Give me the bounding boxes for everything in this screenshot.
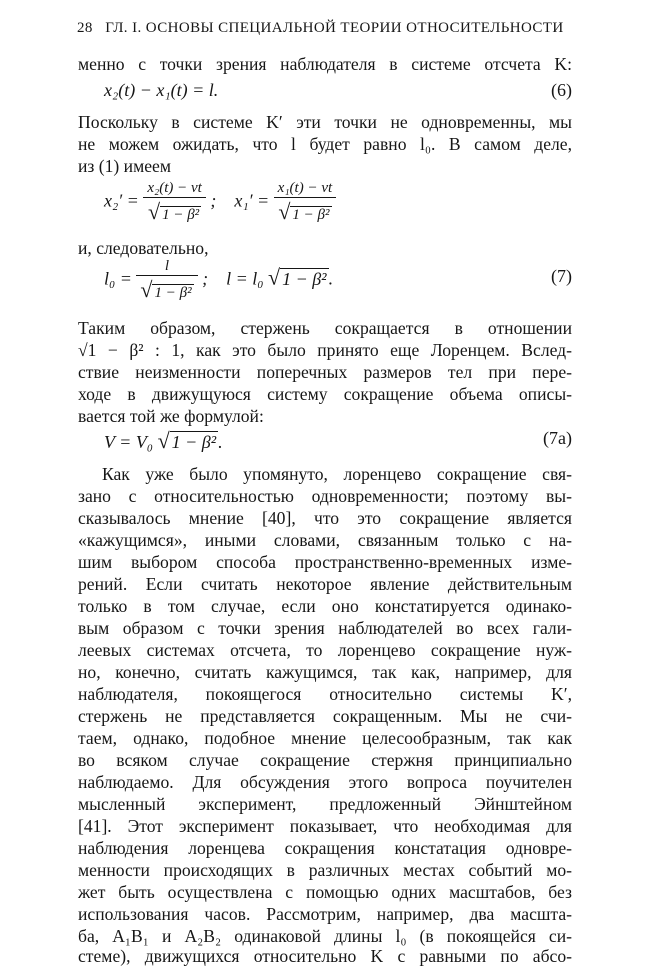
text-line: Таким образом, стержень сокращается в отношении [78,318,572,338]
equation-7: l₀ = $\frac{l}{\text{√ 1 − β²}}$ ; l = l₀ √ 1 − β² . [104,258,334,302]
equation-6: x₂(t) − x₁(t) = l. [104,80,219,100]
text-line: ходе в движущуюся систему сокращение объема описы- [78,384,572,404]
text-line: стержень не представляется сокращенным. Мы не счи- [78,706,572,726]
text-line: сказывалось мнение [40], что это сокращение является [78,508,572,528]
x2-denominator: √ 1 − β² [143,197,205,225]
text-line: жет быть осуществлена с помощью одних масштабов, без [78,882,572,902]
x2-numerator: x₂(t) − vt [147,180,202,196]
eq7-rhs: l = l₀ [226,268,264,289]
eq7-radicand: 1 − β² [282,268,327,289]
eq7-lhs: l₀ = [104,268,132,289]
eq7a-radicand: 1 − β² [171,432,217,452]
text-line: не можем ожидать, что l будет равно l₀. В самом деле, [78,134,572,154]
equation-number-6: (6) [551,80,572,100]
text-line: и, следовательно, [78,238,209,258]
eq7-numerator: l [164,258,170,274]
text-line: леевых системах отсчета, то лоренцево сокращение нуж- [78,640,572,660]
equation-separator: ; [210,190,217,211]
text-line: таем, однако, подобное мнение целесообразным, так как [78,728,572,748]
equation-number-7: (7) [551,266,572,286]
equation-separator: ; [202,268,209,289]
text-line: из (1) имеем [78,156,171,176]
paragraph-first-line: Как уже было упомянуто, лоренцево сокращение свя- [102,464,572,484]
running-title: ГЛ. I. ОСНОВЫ СПЕЦИАЛЬНОЙ ТЕОРИИ ОТНОСИТЕЛЬНОСТИ [105,20,564,36]
x1-numerator: x₁(t) − vt [277,180,333,196]
text-line: рений. Если считать некоторое явление действительным [78,574,572,594]
text-line: менно с точки зрения наблюдателя в системе отсчета K: [78,54,572,74]
x1-prime-lhs: x₁′ = [234,190,270,211]
text-line: Поскольку в системе K′ эти точки не одновременны, мы [78,112,572,132]
equation-lorentz-transform [104,180,336,225]
equation-7a: V = V₀ √ 1 − β² . [104,428,223,453]
text-line: использования часов. Рассмотрим, например, два масшта- [78,904,572,924]
eq7-fraction [136,258,197,303]
text-line: наблюдения лоренцева сокращения констатация одновре- [78,838,572,858]
text-line: стеме), движущихся относительно K с равными по абсо- [78,946,572,966]
text-line: шим выбором способа пространственно-временных изме- [78,552,572,572]
text-line: [41]. Этот эксперимент показывает, что необходимая для [78,816,572,836]
page-number: 28 [77,20,93,36]
text-line: вым образом с точки зрения наблюдателей во всех гали- [78,618,572,638]
text-line: наблюдаемо. Для обсуждения этого вопроса поучителен [78,772,572,792]
text-line: «кажущимся», иными словами, связанным только с на- [78,530,572,550]
text-line: ба, A₁B₁ и A₂B₂ одинаковой длины l₀ (в покоящейся си- [78,926,572,946]
x2-prime-lhs: x₂′ = [104,190,139,211]
x1-denominator: √ 1 − β² [274,197,336,225]
x2-prime-fraction [143,180,205,225]
eq7-denominator: √ 1 − β² [136,275,197,303]
text-line: √1 − β² : 1, как это было принято еще Лоренцем. Вслед- [78,340,572,360]
x1-prime-fraction [274,180,336,225]
text-line: наблюдателя, покоящегося относительно системы K′, [78,684,572,704]
eq7a-lhs: V = V₀ [104,432,154,452]
text-line: во всяком случае сокращение стержня принципиально [78,750,572,770]
equation-number-7a: (7a) [543,428,572,448]
text-line: но, конечно, считать кажущимся, так как, например, для [78,662,572,682]
text-line: ствие неизменности поперечных размеров тел при пере- [78,362,572,382]
text-line: менности происходящих в различных местах событий мо- [78,860,572,880]
text-line: зано с относительностью одновременности; поэтому вы- [78,486,572,506]
text-line: мысленный эксперимент, предложенный Эйнштейном [78,794,572,814]
running-header [77,20,577,37]
text-line: только в том случае, если оно констатируется одинако- [78,596,572,616]
text-line: вается той же формулой: [78,406,264,426]
